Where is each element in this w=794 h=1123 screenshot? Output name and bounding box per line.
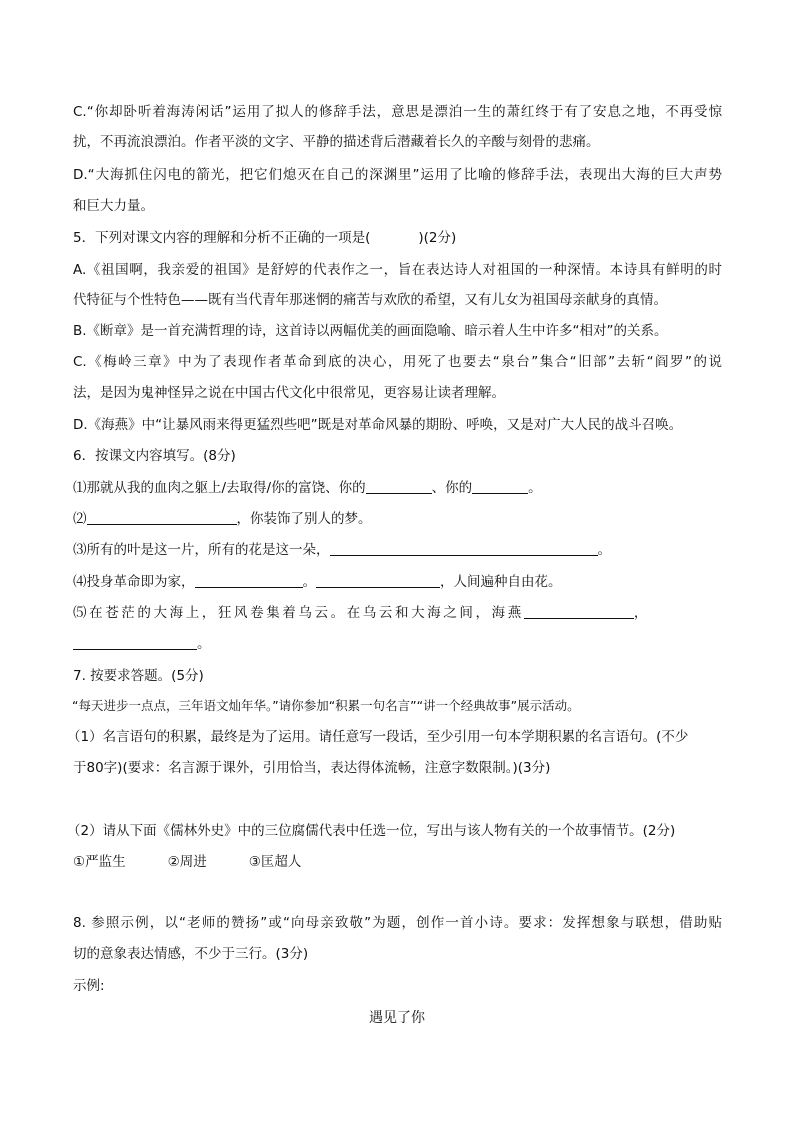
q6-item-5-cont-end: 。 <box>197 636 211 652</box>
q4-option-d-line2: 和巨大力量。 <box>73 198 154 214</box>
q8-line1: 8. 参照示例，以“老师的赞扬”或“向母亲致敬”为题，创作一首小诗。要求：发挥想象与联想，借助贴 <box>73 915 722 931</box>
q7-option-1: ①严监生 <box>73 854 126 870</box>
q6-item-1 <box>73 478 722 498</box>
q6-item-2-text: ，你装饰了别人的梦。 <box>236 511 372 527</box>
q4-option-c-line2: 扰，不再流浪漂泊。作者平淡的文字、平静的描述背后潜藏着长久的辛酸与刻骨的悲痛。 <box>73 134 600 150</box>
q6-item-5 <box>73 603 722 623</box>
q6-item-3-end: 。 <box>597 542 611 558</box>
q6-item-2 <box>73 509 722 529</box>
fill-blank[interactable] <box>87 510 237 525</box>
q6-item-4-mid: 。 <box>302 574 316 590</box>
q5-title-text: 5．下列对课文内容的理解和分析不正确的一项是( <box>73 230 371 246</box>
fill-blank[interactable] <box>195 573 303 588</box>
q6-title: 6．按课文内容填写。(8分) <box>73 448 236 464</box>
q7-part1-line1: （1）名言语句的积累，最终是为了运用。请任意写一段话，至少引用一句本学期积累的名言语句。(不少 <box>67 729 689 745</box>
q6-item-4-text: ⑷投身革命即为家， <box>73 574 195 590</box>
fill-blank[interactable] <box>524 604 634 619</box>
q5-option-a-line1: A.《祖国啊，我亲爱的祖国》是舒婷的代表作之一，旨在表达诗人对祖国的一种深情。本诗具有鲜明的时 <box>73 262 722 278</box>
q6-item-3 <box>73 540 722 560</box>
q6-item-1-mid: 、你的 <box>431 480 473 496</box>
q7-title: 7. 按要求答题。(5分) <box>73 668 204 684</box>
q5-title <box>73 228 722 248</box>
q5-option-d: D.《海燕》中“让暴风雨来得更猛烈些吧”既是对革命风暴的期盼、呼唤，又是对广大人民的战斗召唤。 <box>73 417 683 433</box>
q5-score: )(2分) <box>418 230 457 246</box>
q5-option-b: B.《断章》是一首充满哲理的诗，这首诗以两幅优美的画面隐喻、暗示着人生中许多“相对”的关系。 <box>73 323 668 339</box>
q5-option-c-line1: C.《梅岭三章》中为了表现作者革命到底的决心，用死了也要去“泉台”集合“旧部”去斩“阎罗”的说 <box>73 354 722 370</box>
q7-part1-line2: 于80字)(要求：名言源于课外，引用恰当，表达得体流畅，注意字数限制。)(3分) <box>73 760 551 776</box>
q8-poem-title: 遇见了你 <box>369 1010 425 1026</box>
q6-item-1-text: ⑴那就从我的血肉之躯上/去取得/你的富饶、你的 <box>73 480 366 496</box>
q6-item-5-end: ， <box>633 605 650 621</box>
q8-line2: 切的意象表达情感，不少于三行。(3分) <box>73 946 309 962</box>
fill-blank[interactable] <box>73 635 197 650</box>
q6-item-3-text: ⑶所有的叶是这一片，所有的花是这一朵， <box>73 542 330 558</box>
q7-options <box>73 852 722 872</box>
q8-example-label: 示例: <box>73 978 105 994</box>
q6-item-1-end: 。 <box>528 480 542 496</box>
q7-option-2: ②周进 <box>167 854 207 870</box>
q5-option-a-line2: 代特征与个性特色——既有当代青年那迷惘的痛苦与欢欣的希望，又有儿女为祖国母亲献身的真情。 <box>73 292 667 308</box>
fill-blank[interactable] <box>366 479 432 494</box>
q5-option-c-line2: 法，是因为鬼神怪异之说在中国古代文化中很常见，更容易让读者理解。 <box>73 385 505 401</box>
q7-part2: （2）请从下面《儒林外史》中的三位腐儒代表中任选一位，写出与该人物有关的一个故事情节。(2分) <box>67 823 676 839</box>
fill-blank[interactable] <box>316 573 440 588</box>
q6-item-5-cont <box>73 634 722 654</box>
q6-item-4-end: ，人间遍种自由花。 <box>440 574 562 590</box>
q6-item-4 <box>73 572 722 592</box>
q4-option-d-line1: D.“大海抓住闪电的箭光，把它们熄灭在自己的深渊里”运用了比喻的修辞手法，表现出大海的巨大声势 <box>73 167 722 183</box>
q6-item-5-text: ⑸在苍茫的大海上，狂风卷集着乌云。在乌云和大海之间，海燕 <box>73 605 524 621</box>
q7-intro: “每天进步一点点，三年语文灿年华。”请你参加“积累一句名言”“讲一个经典故事”展示活动。 <box>72 698 580 713</box>
fill-blank[interactable] <box>472 479 528 494</box>
q6-item-2-num: ⑵ <box>73 511 87 527</box>
fill-blank[interactable] <box>330 541 598 556</box>
q4-option-c-line1: C.“你却卧听着海涛闲话”运用了拟人的修辞手法，意思是漂泊一生的萧红终于有了安息之地，不再受惊 <box>73 104 722 120</box>
q7-option-3: ③匡超人 <box>248 854 302 870</box>
